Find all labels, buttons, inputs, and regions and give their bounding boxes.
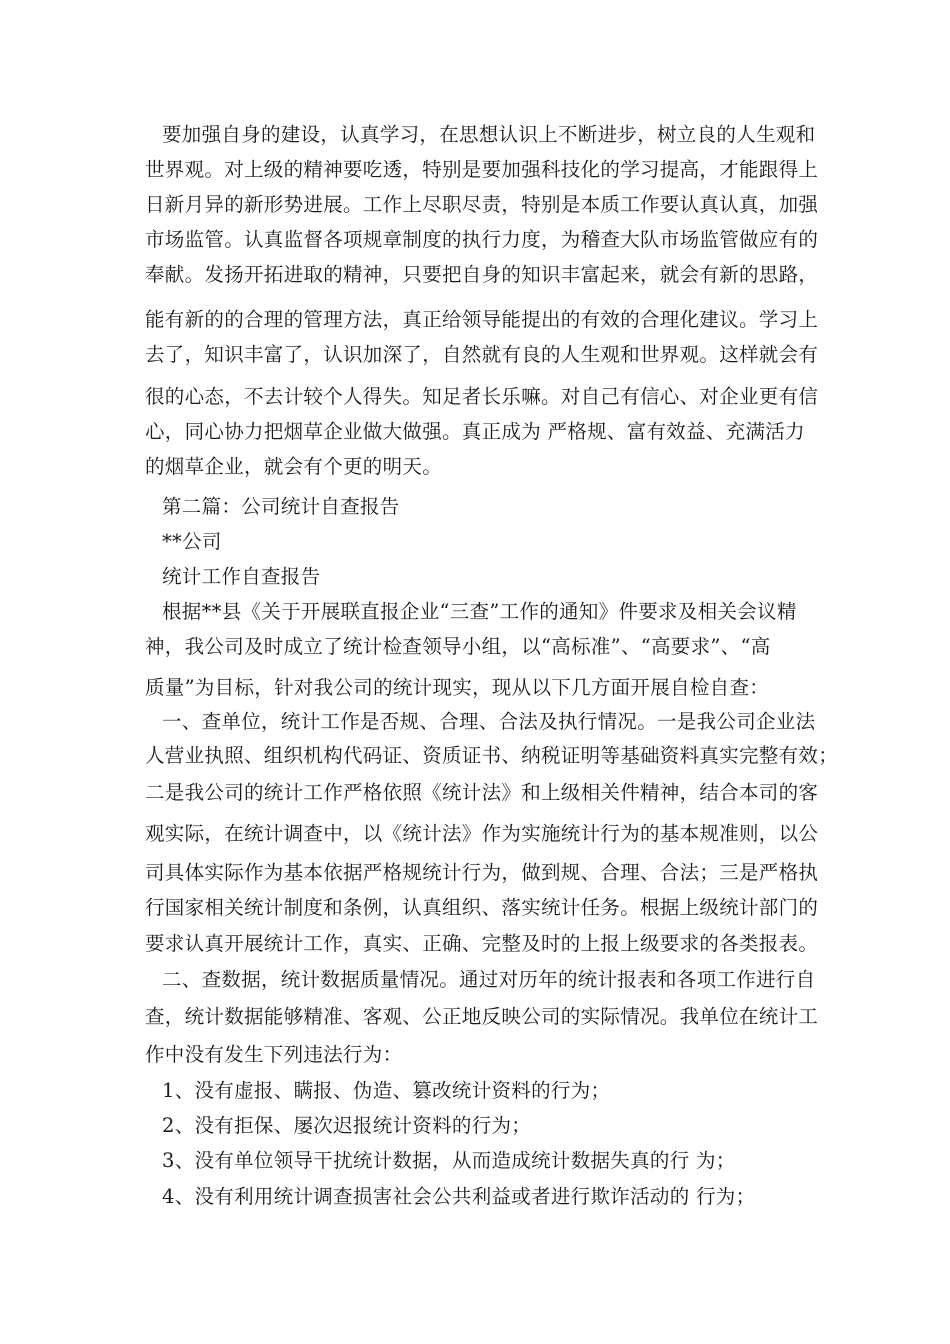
paragraph-line: 一、查单位，统计工作是否规、合理、合法及执行情况。一是我公司企业法 (162, 710, 816, 733)
paragraph-line: 奉献。发扬开拓进取的精神，只要把自身的知识丰富起来，就会有新的思路， (145, 263, 819, 286)
paragraph-line: 质量”为目标，针对我公司的统计现实，现从以下几方面开展自检自查： (145, 676, 770, 699)
paragraph-line: 市场监管。认真监督各项规章制度的执行力度，为稽查大队市场监管做应有的 (145, 228, 819, 251)
paragraph-line: 根据**县《关于开展联直报企业“三查”工作的通知》件要求及相关会议精 (162, 600, 797, 623)
paragraph-line: 心，同心协力把烟草企业做大做强。真正成为 严格规、富有效益、充满活力 (145, 420, 805, 443)
paragraph-line: 司具体实际作为基本依据严格规统计行为，做到规、合理、合法；三是严格执 (145, 861, 819, 884)
list-item: 3、没有单位领导干扰统计数据，从而造成统计数据失真的行 为； (162, 1149, 736, 1172)
company-name: **公司 (162, 530, 222, 553)
paragraph-line: 日新月异的新形势进展。工作上尽职尽责，特别是本质工作要认真认真，加强 (145, 193, 819, 216)
section-title: 第二篇：公司统计自查报告 (162, 495, 400, 518)
paragraph-line: 要加强自身的建设，认真学习，在思想认识上不断进步，树立良的人生观和 (162, 123, 816, 146)
paragraph-line: 二、查数据，统计数据质量情况。通过对历年的统计报表和各项工作进行自 (162, 968, 816, 991)
list-item: 1、没有虚报、瞒报、伪造、篡改统计资料的行为； (162, 1079, 611, 1102)
paragraph-line: 要求认真开展统计工作，真实、正确、完整及时的上报上级要求的各类报表。 (145, 932, 819, 955)
paragraph-line: 能有新的的合理的管理方法，真正给领导能提出的有效的合理化建议。学习上 (145, 308, 819, 331)
paragraph-line: 查，统计数据能够精准、客观、公正地反映公司的实际情况。我单位在统计工 (145, 1005, 819, 1028)
list-item: 2、没有拒保、屡次迟报统计资料的行为； (162, 1114, 532, 1137)
paragraph-line: 的烟草企业，就会有个更的明天。 (145, 455, 443, 478)
paragraph-line: 人营业执照、组织机构代码证、资质证书、纳税证明等基础资料真实完整有效； (145, 744, 839, 767)
paragraph-line: 行国家相关统计制度和条例，认真组织、落实统计任务。根据上级统计部门的 (145, 896, 819, 919)
paragraph-line: 观实际，在统计调查中，以《统计法》作为实施统计行为的基本规准则，以公 (145, 822, 819, 845)
paragraph-line: 很的心态，不去计较个人得失。知足者长乐嘛。对自己有信心、对企业更有信 (145, 385, 819, 408)
paragraph-line: 神，我公司及时成立了统计检查领导小组，以“高标准”、“高要求”、“高 (145, 635, 771, 658)
paragraph-line: 世界观。对上级的精神要吃透，特别是要加强科技化的学习提高，才能跟得上 (145, 158, 819, 181)
paragraph-line: 二是我公司的统计工作严格依照《统计法》和上级相关件精神，结合本司的客 (145, 781, 819, 804)
paragraph-line: 去了，知识丰富了，认识加深了，自然就有良的人生观和世界观。这样就会有 (145, 343, 819, 366)
list-item: 4、没有利用统计调查损害社会公共利益或者进行欺诈活动的 行为； (162, 1185, 756, 1208)
report-title: 统计工作自查报告 (162, 565, 321, 588)
paragraph-line: 作中没有发生下列违法行为： (145, 1043, 403, 1066)
